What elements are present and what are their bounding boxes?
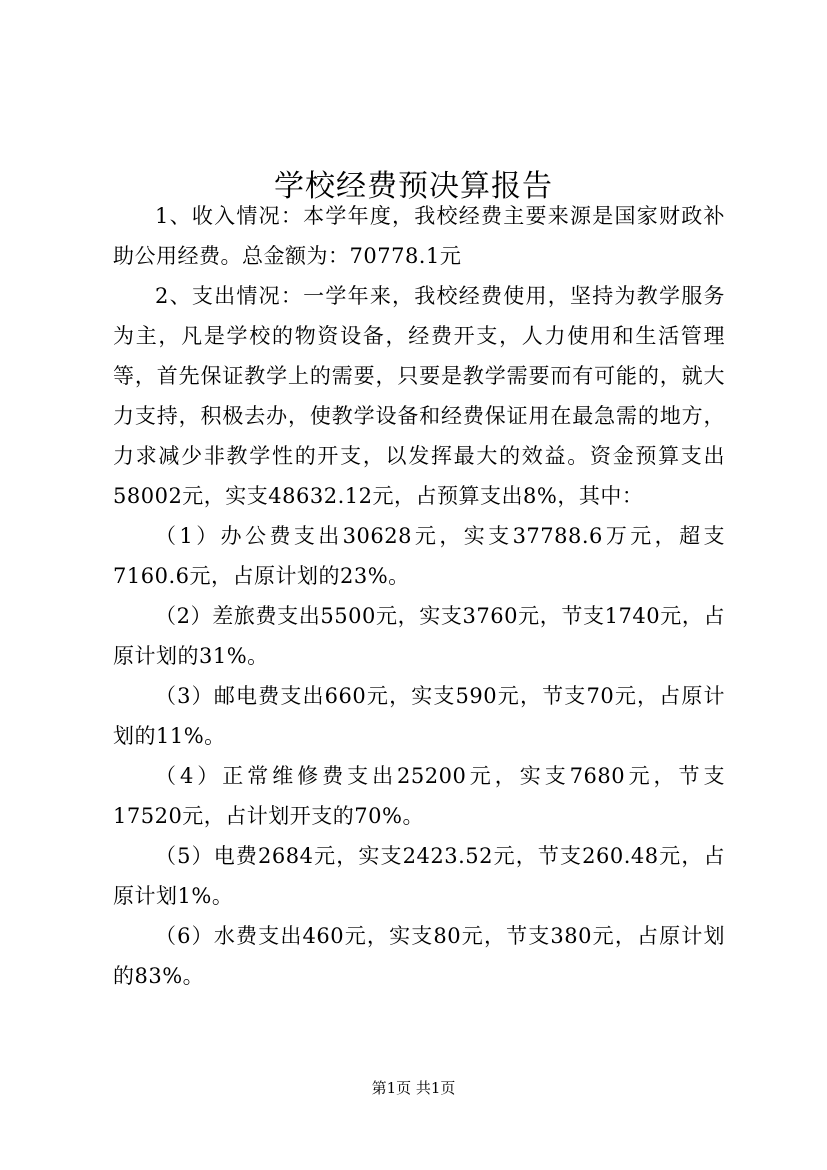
paragraph-postal-expense: （3）邮电费支出660元，实支590元，节支70元，占原计划的11%。 [113,684,725,748]
paragraph-income: 1、收入情况：本学年度，我校经费主要来源是国家财政补助公用经费。总金额为：70778.1元 [113,204,725,268]
paragraph-expenditure: 2、支出情况：一学年来，我校经费使用，坚持为教学服务为主，凡是学校的物资设备，经费开支，人力使用和生活管理等，首先保证教学上的需要，只要是教学需要而有可能的，就大力支持，积极去办，使教学设备和经费保证用在最急需的地方，力求减少非教学性的开支，以发挥最大的效益。资金预算支出58002元，实支48632.12元，占预算支出8%，其中： [113,284,725,508]
paragraph-electricity-expense: （5）电费2684元，实支2423.52元，节支260.48元，占原计划1%。 [113,844,725,908]
paragraph-water-expense: （6）水费支出460元，实支80元，节支380元，占原计划的83%。 [113,924,725,988]
page-footer: 第1页 共1页 [371,1079,456,1097]
document-title: 学校经费预决算报告 [274,169,553,205]
paragraph-office-expense: （1）办公费支出30628元，实支37788.6万元，超支7160.6元，占原计划的23%。 [113,524,725,588]
document-body [113,196,725,996]
paragraph-travel-expense: （2）差旅费支出5500元，实支3760元，节支1740元，占原计划的31%。 [113,604,725,668]
paragraph-maintenance-expense: （4）正常维修费支出25200元，实支7680元，节支17520元，占计划开支的70%。 [113,764,725,828]
